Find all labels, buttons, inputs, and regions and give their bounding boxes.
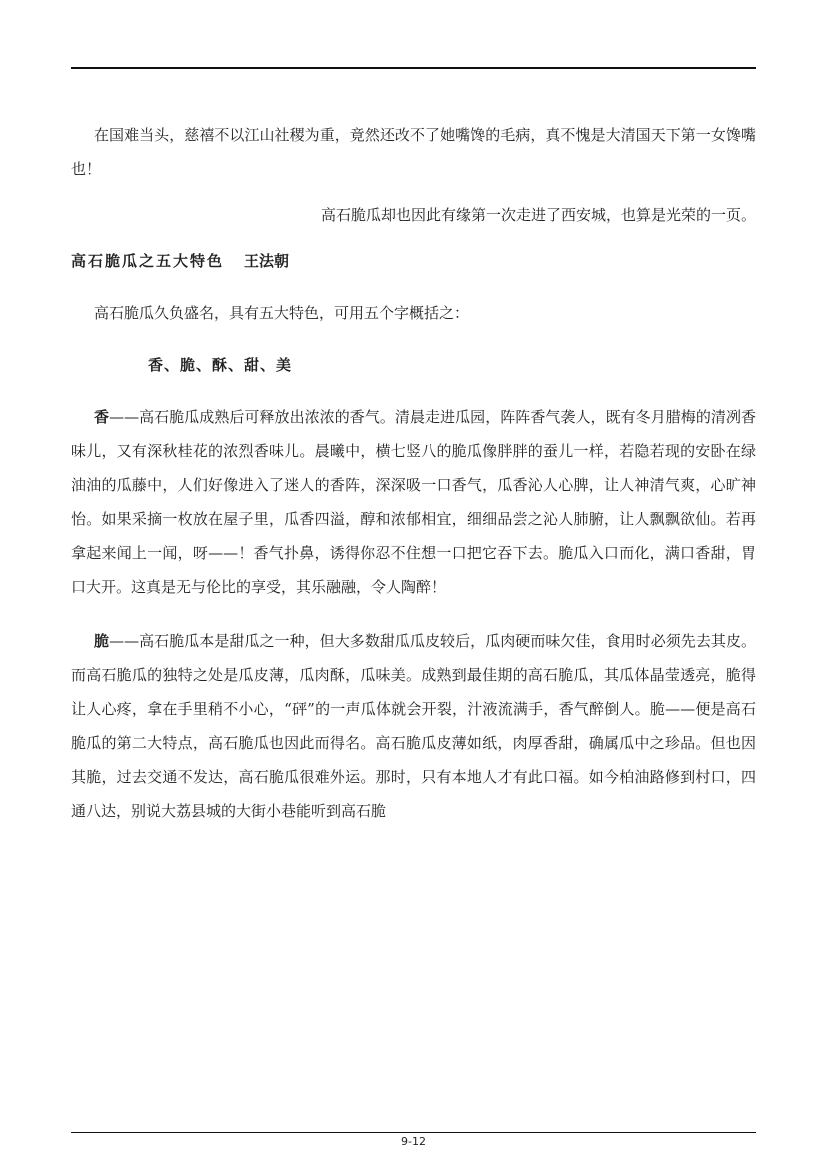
crisp-text: ——高石脆瓜本是甜瓜之一种，但大多数甜瓜瓜皮较后，瓜肉硬而味欠佳，食用时必须先去其皮。而高石脆瓜的独特之处是瓜皮薄，瓜肉酥，瓜味美。成熟到最佳期的高石脆瓜，其瓜体晶莹透亮，脆得让人心疼，拿在手里稍不小心，“砰”的一声瓜体就会开裂，汁液流满手，香气醉倒人。脆——便是高石脆瓜的第二大特点，高石脆瓜也因此而得名。高石脆瓜皮薄如纸，肉厚香甜，确属瓜中之珍品。但也因其脆，过去交通不发达，高石脆瓜很难外运。那时，只有本地人才有此口福。如今柏油路修到村口，四通八达，别说大荔县城的大街小巷能听到高石脆 [71,632,756,820]
header-rule [71,67,756,69]
paragraph-fragrance [71,400,756,604]
page-number: 9-12 [401,1135,426,1148]
footer-rule [71,1132,756,1133]
paragraph-empress: 在国难当头，慈禧不以江山社稷为重，竟然还改不了她嘴馋的毛病，真不愧是大清国天下第一女馋嘴也！ [71,126,756,178]
section-title: 高石脆瓜之五大特色 [71,252,225,270]
paragraph-intro: 高石脆瓜久负盛名，具有五大特色，可用五个字概括之： [94,304,470,322]
document-body [71,118,756,828]
paragraph-crisp [71,624,756,828]
five-characteristics: 香、脆、酥、甜、美 [148,356,293,374]
section-author: 王法朝 [244,252,290,270]
fragrance-text: ——高石脆瓜成熟后可释放出浓浓的香气。清晨走进瓜园，阵阵香气袭人，既有冬月腊梅的清冽香味儿，又有深秋桂花的浓烈香味儿。晨曦中，横七竖八的脆瓜像胖胖的蚕儿一样，若隐若现的安卧在绿油油的瓜藤中，人们好像进入了迷人的香阵，深深吸一口香气，瓜香沁人心脾，让人神清气爽，心旷神怡。如果采摘一枚放在屋子里，瓜香四溢，醇和浓郁相宜，细细品尝之沁人肺腑，让人飘飘欲仙。若再拿起来闻上一闻，呀——！香气扑鼻，诱得你忍不住想一口把它吞下去。脆瓜入口而化，满口香甜，胃口大开。这真是无与伦比的享受，其乐融融，令人陶醉！ [71,408,756,596]
section-heading [71,244,756,278]
paragraph-xian: 高石脆瓜却也因此有缘第一次走进了西安城，也算是光荣的一页。 [320,206,756,224]
crisp-lead: 脆 [94,632,110,650]
fragrance-lead: 香 [94,408,110,426]
